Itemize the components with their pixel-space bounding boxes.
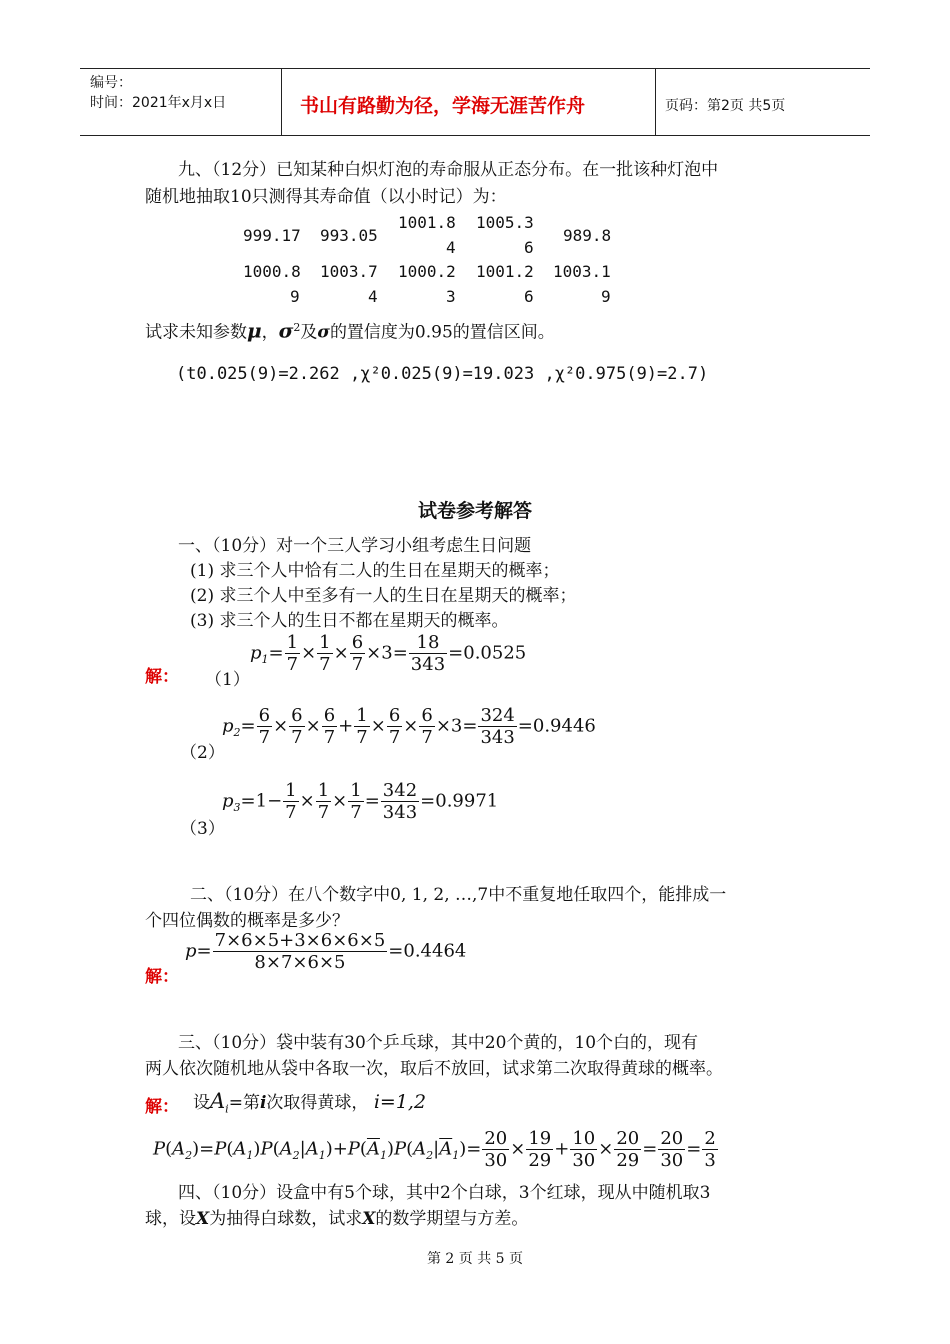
q9-mu: μ (247, 318, 262, 343)
header-date: 时间：2021年x月x日 (90, 95, 227, 111)
q9-val-10a: 1003.1 (553, 262, 611, 281)
q1-num3: （3） (180, 819, 225, 839)
q9-ask-pre: 试求未知参数 (145, 322, 247, 343)
q1-num2: （2） (180, 743, 225, 763)
q4-X1: X (196, 1209, 210, 1229)
header-motto: 书山有路勤为径，学海无涯苦作舟 (300, 95, 586, 117)
q3-range: i=1,2 (373, 1091, 427, 1113)
q4-X2: X (362, 1209, 376, 1229)
q1-part3: (3) 求三个人的生日不都在星期天的概率。 (190, 611, 509, 631)
q3-solution-label: 解： (145, 1097, 179, 1117)
q1-solution-label: 解： (145, 667, 179, 687)
header-bottom-rule (80, 135, 870, 136)
q9-ask-post: 的置信度为0.95的置信区间。 (329, 322, 555, 343)
q9-line2: 随机地抽取10只测得其寿命值（以小时记）为： (145, 187, 507, 207)
q9-val-2: 993.05 (320, 226, 378, 245)
header-code: 编号： (90, 75, 132, 91)
q9-sup-2: 2 (293, 321, 301, 334)
q9-sigma2: σ (278, 318, 294, 343)
q4-line2-end: 的数学期望与方差。 (375, 1209, 529, 1229)
q9-val-4b: 6 (524, 238, 534, 257)
q1-eq3: $p_3=1-$ $\frac{1}{7}$ × $\frac{1}{7}$ × $\frac{1}{7}$ = $\frac{342}{343}$ =0.9971 (222, 780, 499, 823)
q9-ask (145, 314, 555, 347)
q9-line1: 九、（12分）已知某种白炽灯泡的寿命服从正态分布。在一批该种灯泡中 (178, 160, 719, 180)
q4-line2-mid: 为抽得白球数，试求 (209, 1209, 363, 1229)
q9-val-8a: 1000.2 (398, 262, 456, 281)
q9-and: 及 (300, 322, 318, 343)
q3-eq: $P(A_2)=P(A_1)P(A_2|A_1)+P(\overline{A}_1)P(A_2|\overline{A}_1)=$ $\frac{20}{30}$ × $\frac{19}{29}$ + $\frac{10}{30}$ × $\frac{20}{29}$ = $\frac{20}{30}$ = $\frac{2}{3}$ (153, 1128, 716, 1171)
q9-sigma: σ (317, 322, 330, 343)
q3-line2: 两人依次随机地从袋中各取一次，取后不放回，试求第二次取得黄球的概率。 (145, 1059, 723, 1079)
q3-def: =第 (228, 1093, 260, 1113)
q3-definition: 设$A_i=$第i次取得黄球， i=1,2 (193, 1089, 427, 1116)
q3-line1: 三、（10分）袋中装有30个乒乓球，其中20个黄的，10个白的，现有 (178, 1033, 699, 1053)
q3-i: i (259, 1093, 267, 1113)
q2-eq: p= $\frac{7\times 6\times 5+3\times 6\times 6\times 5}{8\times 7\times 6\times 5}$ =0.4464 (185, 930, 467, 973)
q9-val-10b: 9 (601, 287, 611, 306)
q9-val-8b: 3 (446, 287, 456, 306)
q9-val-6a: 1000.8 (243, 262, 301, 281)
q1-part1: (1) 求三个人中恰有二人的生日在星期天的概率； (190, 561, 560, 581)
q9-val-5: 989.8 (563, 226, 612, 245)
q3-set: 设 (193, 1093, 210, 1113)
q9-comma: ， (261, 322, 279, 343)
q9-val-3b: 4 (446, 238, 456, 257)
q9-val-1: 999.17 (243, 226, 301, 245)
header-divider-left (281, 68, 282, 135)
q9-val-9a: 1001.2 (476, 262, 534, 281)
answers-title: 试卷参考解答 (417, 500, 532, 522)
q9-val-7a: 1003.7 (320, 262, 378, 281)
q2-line2: 个四位偶数的概率是多少？ (145, 911, 349, 931)
q9-val-3a: 1001.8 (398, 213, 456, 232)
q2-line1: 二、（10分）在八个数字中0, 1, 2, …,7中不重复地任取四个，能排成一 (190, 885, 727, 905)
header-divider-right (655, 68, 656, 135)
header-top-rule (80, 68, 870, 69)
q1-eq1: $p_1=$ $\frac{1}{7}$ × $\frac{1}{7}$ × $\frac{6}{7}$ ×3= $\frac{18}{343}$ =0.0525 (250, 632, 527, 675)
q4-line2-pre: 球，设 (145, 1209, 196, 1229)
q2-solution-label: 解： (145, 967, 179, 987)
q9-val-4a: 1005.3 (476, 213, 534, 232)
q9-val-6b: 9 (290, 287, 300, 306)
q4-line2 (145, 1206, 528, 1233)
page-footer: 第 2 页 共 5 页 (426, 1251, 524, 1267)
q4-line1: 四、（10分）设盒中有5个球，其中2个白球，3个红球，现从中随机取3 (178, 1183, 711, 1203)
header-page: 页码：第2页 共5页 (665, 98, 786, 114)
q1-eq2: $p_2=$ $\frac{6}{7}$ × $\frac{6}{7}$ × $\frac{6}{7}$ + $\frac{1}{7}$ × $\frac{6}{7}$ × $\frac{6}{7}$ ×3= $\frac{324}{343}$ =0.9446 (222, 705, 596, 748)
q3-def2: 次取得黄球， (266, 1093, 369, 1113)
q9-val-7b: 4 (368, 287, 378, 306)
q9-val-9b: 6 (524, 287, 534, 306)
q1-part2: (2) 求三个人中至多有一人的生日在星期天的概率； (190, 586, 577, 606)
q1-line1: 一、（10分）对一个三人学习小组考虑生日问题 (178, 536, 532, 556)
q1-num1: （1） (205, 670, 250, 690)
q9-params: (t0.025(9)=2.262 ,χ²0.025(9)=19.023 ,χ²0.975(9)=2.7) (176, 364, 709, 384)
